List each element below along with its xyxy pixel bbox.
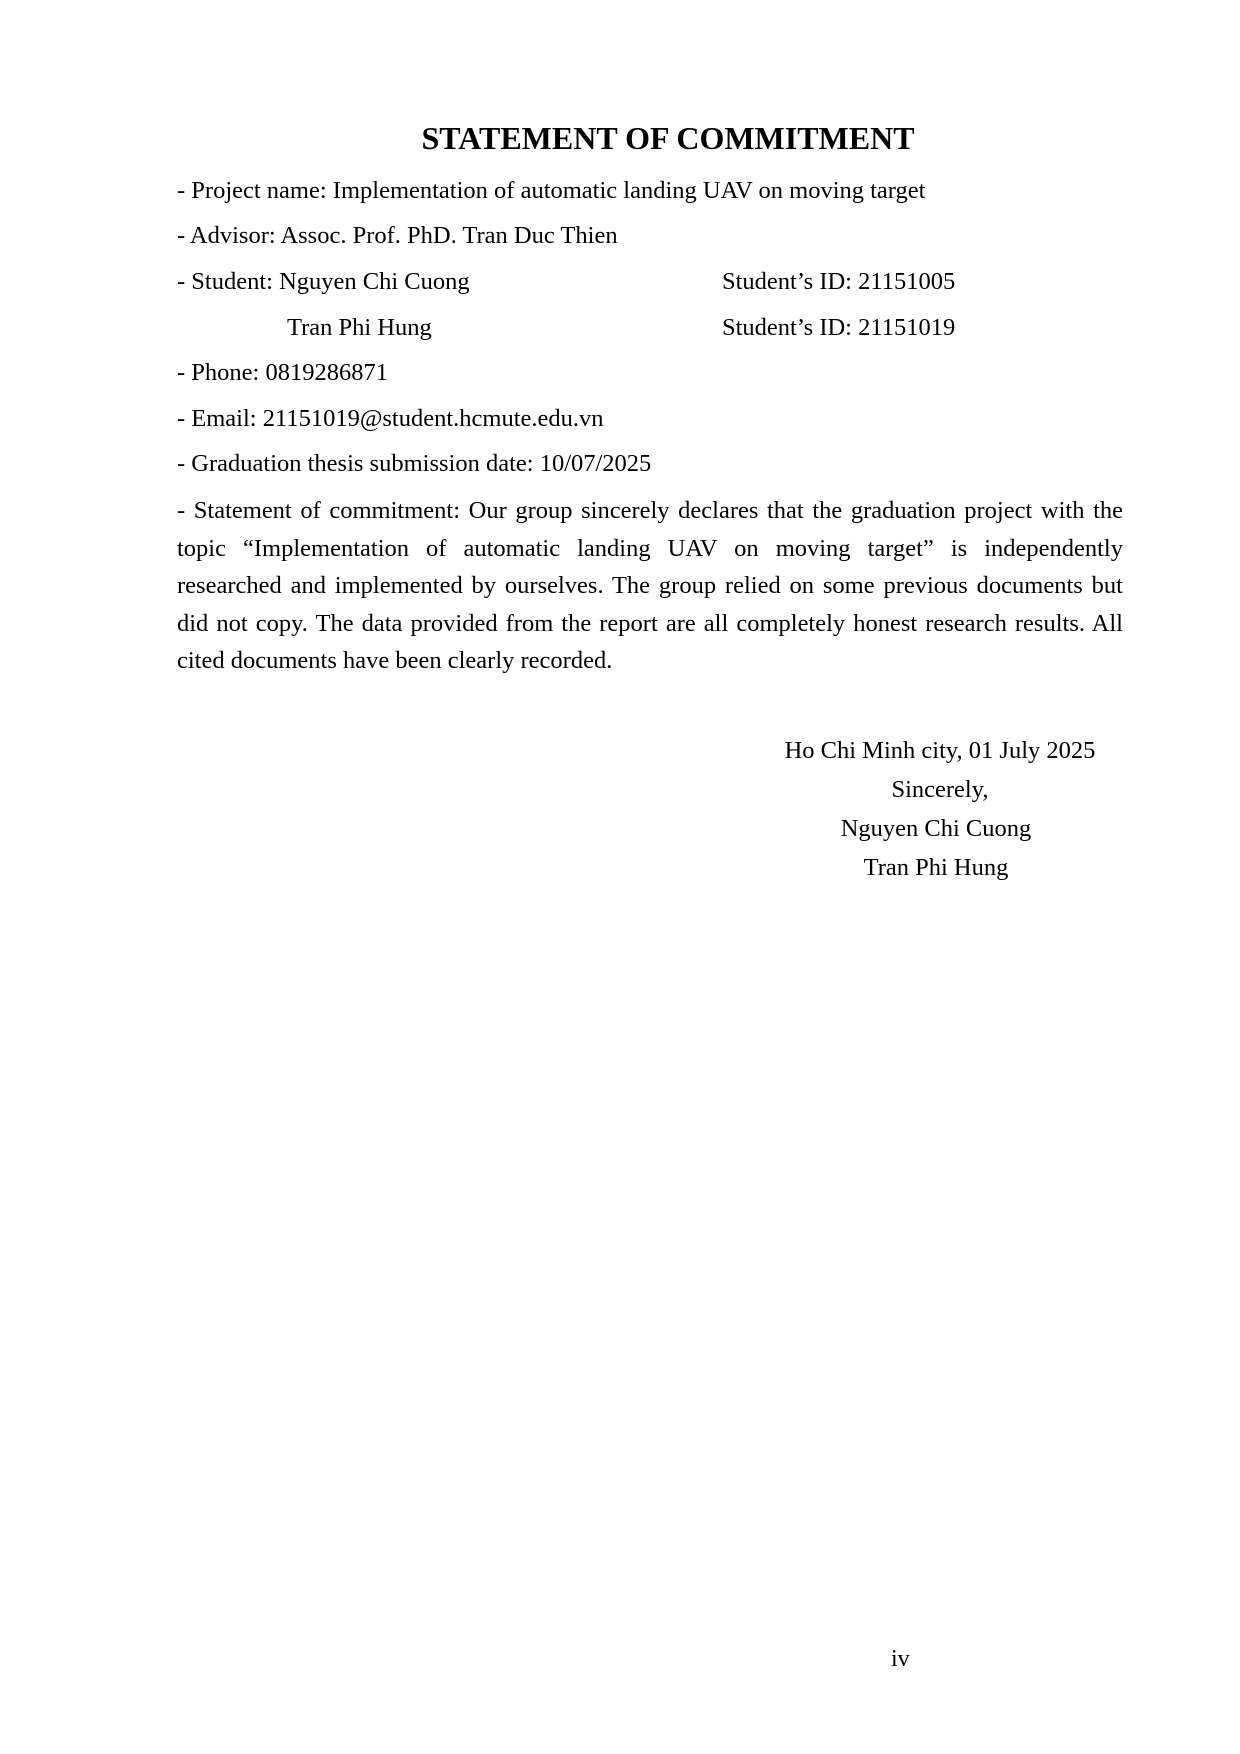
phone-line: - Phone: 0819286871 xyxy=(177,359,388,386)
signature-name-1: Nguyen Chi Cuong xyxy=(840,815,1032,842)
advisor-line: - Advisor: Assoc. Prof. PhD. Tran Duc Thien xyxy=(177,222,618,249)
email-line: - Email: 21151019@student.hcmute.edu.vn xyxy=(177,405,604,432)
page-number: iv xyxy=(891,1646,910,1672)
signature-name-2: Tran Phi Hung xyxy=(863,854,1009,881)
submission-date-line: - Graduation thesis submission date: 10/07/2025 xyxy=(177,450,652,477)
signature-place-date: Ho Chi Minh city, 01 July 2025 xyxy=(784,737,1096,764)
page-title: STATEMENT OF COMMITMENT xyxy=(421,120,915,156)
student-1-id: Student’s ID: 21151005 xyxy=(722,268,956,295)
project-name-line: - Project name: Implementation of automatic landing UAV on moving target xyxy=(177,177,926,204)
student-2-id: Student’s ID: 21151019 xyxy=(722,314,956,341)
student-1-name: - Student: Nguyen Chi Cuong xyxy=(177,268,470,295)
commitment-statement: - Statement of commitment: Our group sincerely declares that the graduation project with the topic “Implementation of automatic landing UAV on moving target” is independently researched and implemented by ourselves. The group relied on some previous documents but did not copy. The data provided from the report are all completely honest research results. All cited documents have been clearly recorded. xyxy=(177,497,1123,674)
signature-closing: Sincerely, xyxy=(891,776,989,803)
student-2-name: Tran Phi Hung xyxy=(287,314,432,341)
